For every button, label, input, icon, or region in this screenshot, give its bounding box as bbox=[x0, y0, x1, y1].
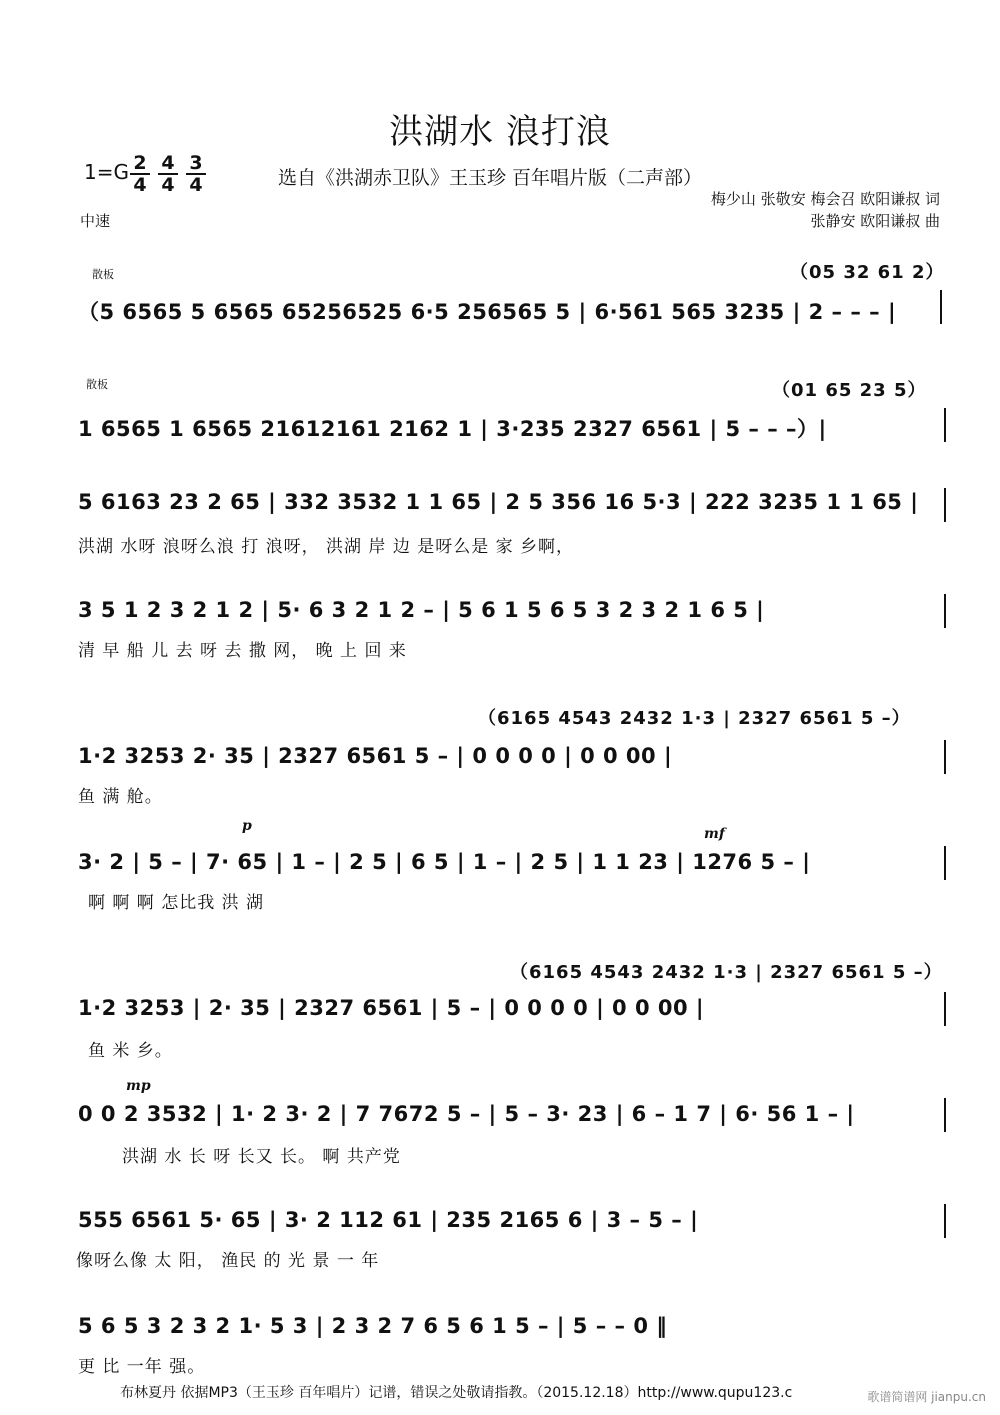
system-1-prelude: （05 32 61 2） bbox=[790, 262, 945, 283]
dynamic-mp: mp bbox=[126, 1078, 151, 1094]
key-signature: 1=G bbox=[84, 160, 129, 184]
system-8-lyrics: 洪湖 水 长 呀 长又 长。 啊 共产党 bbox=[122, 1147, 401, 1167]
system-10-lyrics: 更 比 一年 强。 bbox=[78, 1357, 206, 1377]
system-3-notes: 5 6163 23 2 65 | 332 3532 1 1 65 | 2 5 356 16 5·3 | 222 3235 1 1 65 | bbox=[78, 490, 919, 514]
system-10-notes: 5 6 5 3 2 3 2 1· 5 3 | 2 3 2 7 6 5 6 1 5 – | 5 – – 0 ‖ bbox=[78, 1314, 668, 1338]
time-signature-4-4: 4 4 bbox=[158, 153, 178, 195]
system-1-notes: （5 6565 5 6565 65256525 6·5 256565 5 | 6·561 565 3235 | 2 – – – | bbox=[78, 300, 897, 324]
system-2-notes: 1 6565 1 6565 21612161 2162 1 | 3·235 2327 6561 | 5 – – –）| bbox=[78, 417, 827, 441]
system-7-notes: 1·2 3253 | 2· 35 | 2327 6561 | 5 – | 0 0 0 0 | 0 0 00 | bbox=[78, 996, 705, 1020]
composer-credit: 张静安 欧阳谦叔 曲 bbox=[810, 212, 940, 230]
barline bbox=[944, 594, 946, 628]
barline bbox=[944, 1098, 946, 1132]
dynamic-p: p bbox=[242, 818, 252, 834]
subtitle: 选自《洪湖赤卫队》王玉珍 百年唱片版（二声部） bbox=[278, 167, 703, 189]
system-5-notes: 1·2 3253 2· 35 | 2327 6561 5 – | 0 0 0 0 | 0 0 00 | bbox=[78, 744, 673, 768]
time-signature-2-4: 2 4 bbox=[130, 153, 150, 195]
system-3-lyrics: 洪湖 水呀 浪呀么浪 打 浪呀， 洪湖 岸 边 是呀么是 家 乡啊， bbox=[78, 537, 575, 557]
system-4-lyrics: 清 早 船 儿 去 呀 去 撒 网， 晚 上 回 来 bbox=[78, 641, 407, 661]
barline bbox=[944, 408, 946, 442]
barline bbox=[944, 1204, 946, 1238]
page-title: 洪湖水 浪打浪 bbox=[389, 112, 611, 152]
time-signature-3-4: 3 4 bbox=[186, 153, 206, 195]
dynamic-mf: mf bbox=[704, 826, 725, 842]
barline bbox=[944, 846, 946, 880]
system-2-prelude: （01 65 23 5） bbox=[772, 380, 927, 401]
system-7-lyrics: 鱼 米 乡。 bbox=[88, 1041, 173, 1061]
system-4-notes: 3 5 1 2 3 2 1 2 | 5· 6 3 2 1 2 – | 5 6 1 5 6 5 3 2 3 2 1 6 5 | bbox=[78, 598, 765, 622]
tempo-marking: 中速 bbox=[80, 212, 111, 230]
footer-note: 布林夏丹 依据MP3（王玉珍 百年唱片）记谱，错误之处敬请指教。（2015.12.18）http://www.qupu123.c bbox=[120, 1385, 793, 1401]
watermark: 歌谱简谱网 jianpu.cn bbox=[867, 1390, 986, 1404]
system-7-prelude: （6165 4543 2432 1·3 | 2327 6561 5 –） bbox=[510, 962, 943, 983]
lyricist-credit: 梅少山 张敬安 梅会召 欧阳谦叔 词 bbox=[710, 190, 940, 208]
system-6-notes: 3· 2 | 5 – | 7· 65 | 1 – | 2 5 | 6 5 | 1 – | 2 5 | 1 1 23 | 1276 5 – | bbox=[78, 850, 811, 874]
system-6-lyrics: 啊 啊 啊 怎比我 洪 湖 bbox=[88, 893, 265, 913]
system-8-notes: 0 0 2 3532 | 1· 2 3· 2 | 7 7672 5 – | 5 – 3· 23 | 6 – 1 7 | 6· 56 1 – | bbox=[78, 1102, 855, 1126]
barline bbox=[944, 992, 946, 1026]
system-5-prelude: （6165 4543 2432 1·3 | 2327 6561 5 –） bbox=[478, 708, 911, 729]
barline bbox=[944, 488, 946, 522]
free-tempo-mark: 散板 bbox=[92, 268, 114, 281]
system-5-lyrics: 鱼 满 舱。 bbox=[78, 787, 163, 807]
system-9-lyrics: 像呀么像 太 阳， 渔民 的 光 景 一 年 bbox=[76, 1251, 380, 1271]
barline bbox=[940, 290, 942, 324]
free-tempo-mark: 散板 bbox=[86, 378, 108, 391]
barline bbox=[944, 740, 946, 774]
system-9-notes: 555 6561 5· 65 | 3· 2 112 61 | 235 2165 6 | 3 – 5 – | bbox=[78, 1208, 699, 1232]
